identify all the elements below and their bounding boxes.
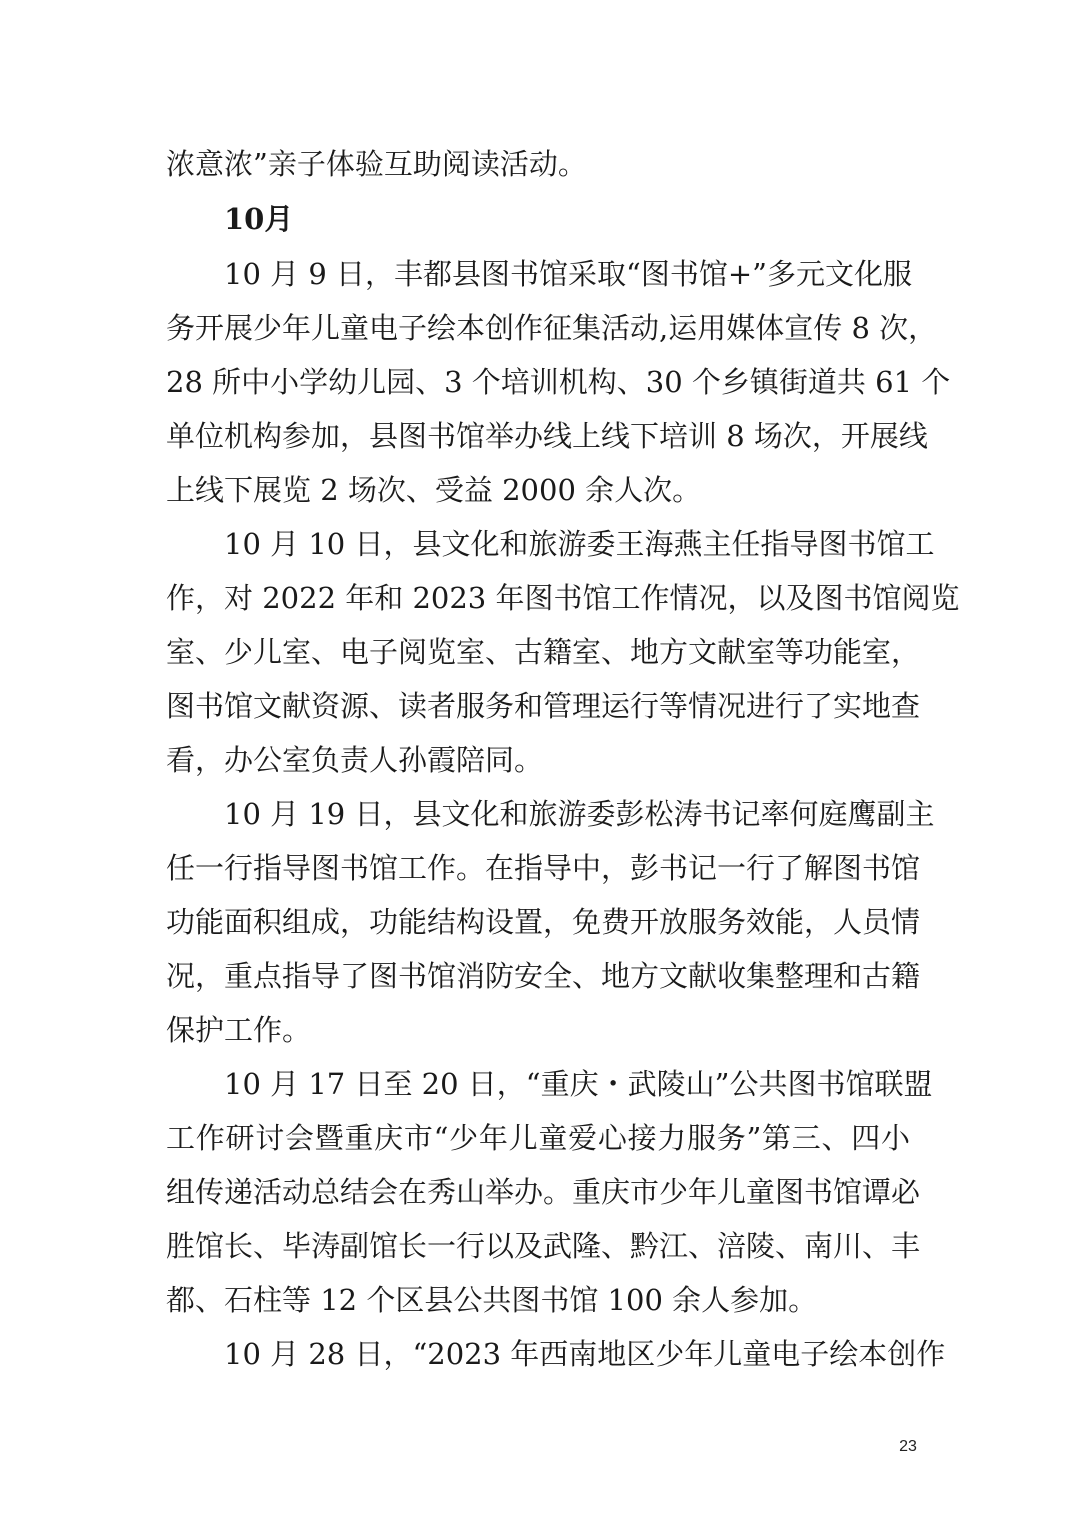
text-line: 组传递活动总结会在秀山举办。重庆市少年儿童图书馆谭必 [166,1175,921,1209]
text-line: 10 月 19 日，县文化和旅游委彭松涛书记率何庭鹰副主 [224,797,935,831]
text-line: 胜馆长、毕涛副馆长一行以及武隆、黔江、涪陵、南川、丰 [166,1229,921,1263]
text-line: 室、少儿室、电子阅览室、古籍室、地方文献室等功能室， [166,635,921,669]
text-line: 10 月 9 日，丰都县图书馆采取“图书馆+”多元文化服 [224,257,912,291]
text-line: 任一行指导图书馆工作。在指导中，彭书记一行了解图书馆 [166,851,921,885]
text-line: 单位机构参加，县图书馆举办线上线下培训 8 场次，开展线 [166,419,928,453]
page-number: 23 [899,1438,917,1455]
text-line: 工作研讨会暨重庆市“少年儿童爱心接力服务”第三、四小 [166,1121,910,1155]
text-line: 务开展少年儿童电子绘本创作征集活动,运用媒体宣传 8 次， [166,311,938,345]
month-heading: 10月 [224,202,294,236]
text-line: 作，对 2022 年和 2023 年图书馆工作情况，以及图书馆阅览 [166,581,960,615]
text-line: 10 月 17 日至 20 日，“重庆・武陵山”公共图书馆联盟 [224,1067,933,1101]
text-line: 功能面积组成，功能结构设置，免费开放服务效能，人员情 [166,905,921,939]
text-line: 图书馆文献资源、读者服务和管理运行等情况进行了实地查 [166,689,921,723]
text-line: 看，办公室负责人孙霞陪同。 [166,743,544,777]
text-line: 10 月 28 日，“2023 年西南地区少年儿童电子绘本创作 [224,1337,946,1371]
text-line: 10 月 10 日，县文化和旅游委王海燕主任指导图书馆工 [224,527,935,561]
text-line: 都、石柱等 12 个区县公共图书馆 100 余人参加。 [166,1283,818,1317]
text-line: 况，重点指导了图书馆消防安全、地方文献收集整理和古籍 [166,959,921,993]
text-line: 浓意浓”亲子体验互助阅读活动。 [166,147,587,181]
text-line: 28 所中小学幼儿园、3 个培训机构、30 个乡镇街道共 61 个 [166,365,951,399]
text-line: 上线下展览 2 场次、受益 2000 余人次。 [166,473,702,507]
text-line: 保护工作。 [166,1013,312,1047]
